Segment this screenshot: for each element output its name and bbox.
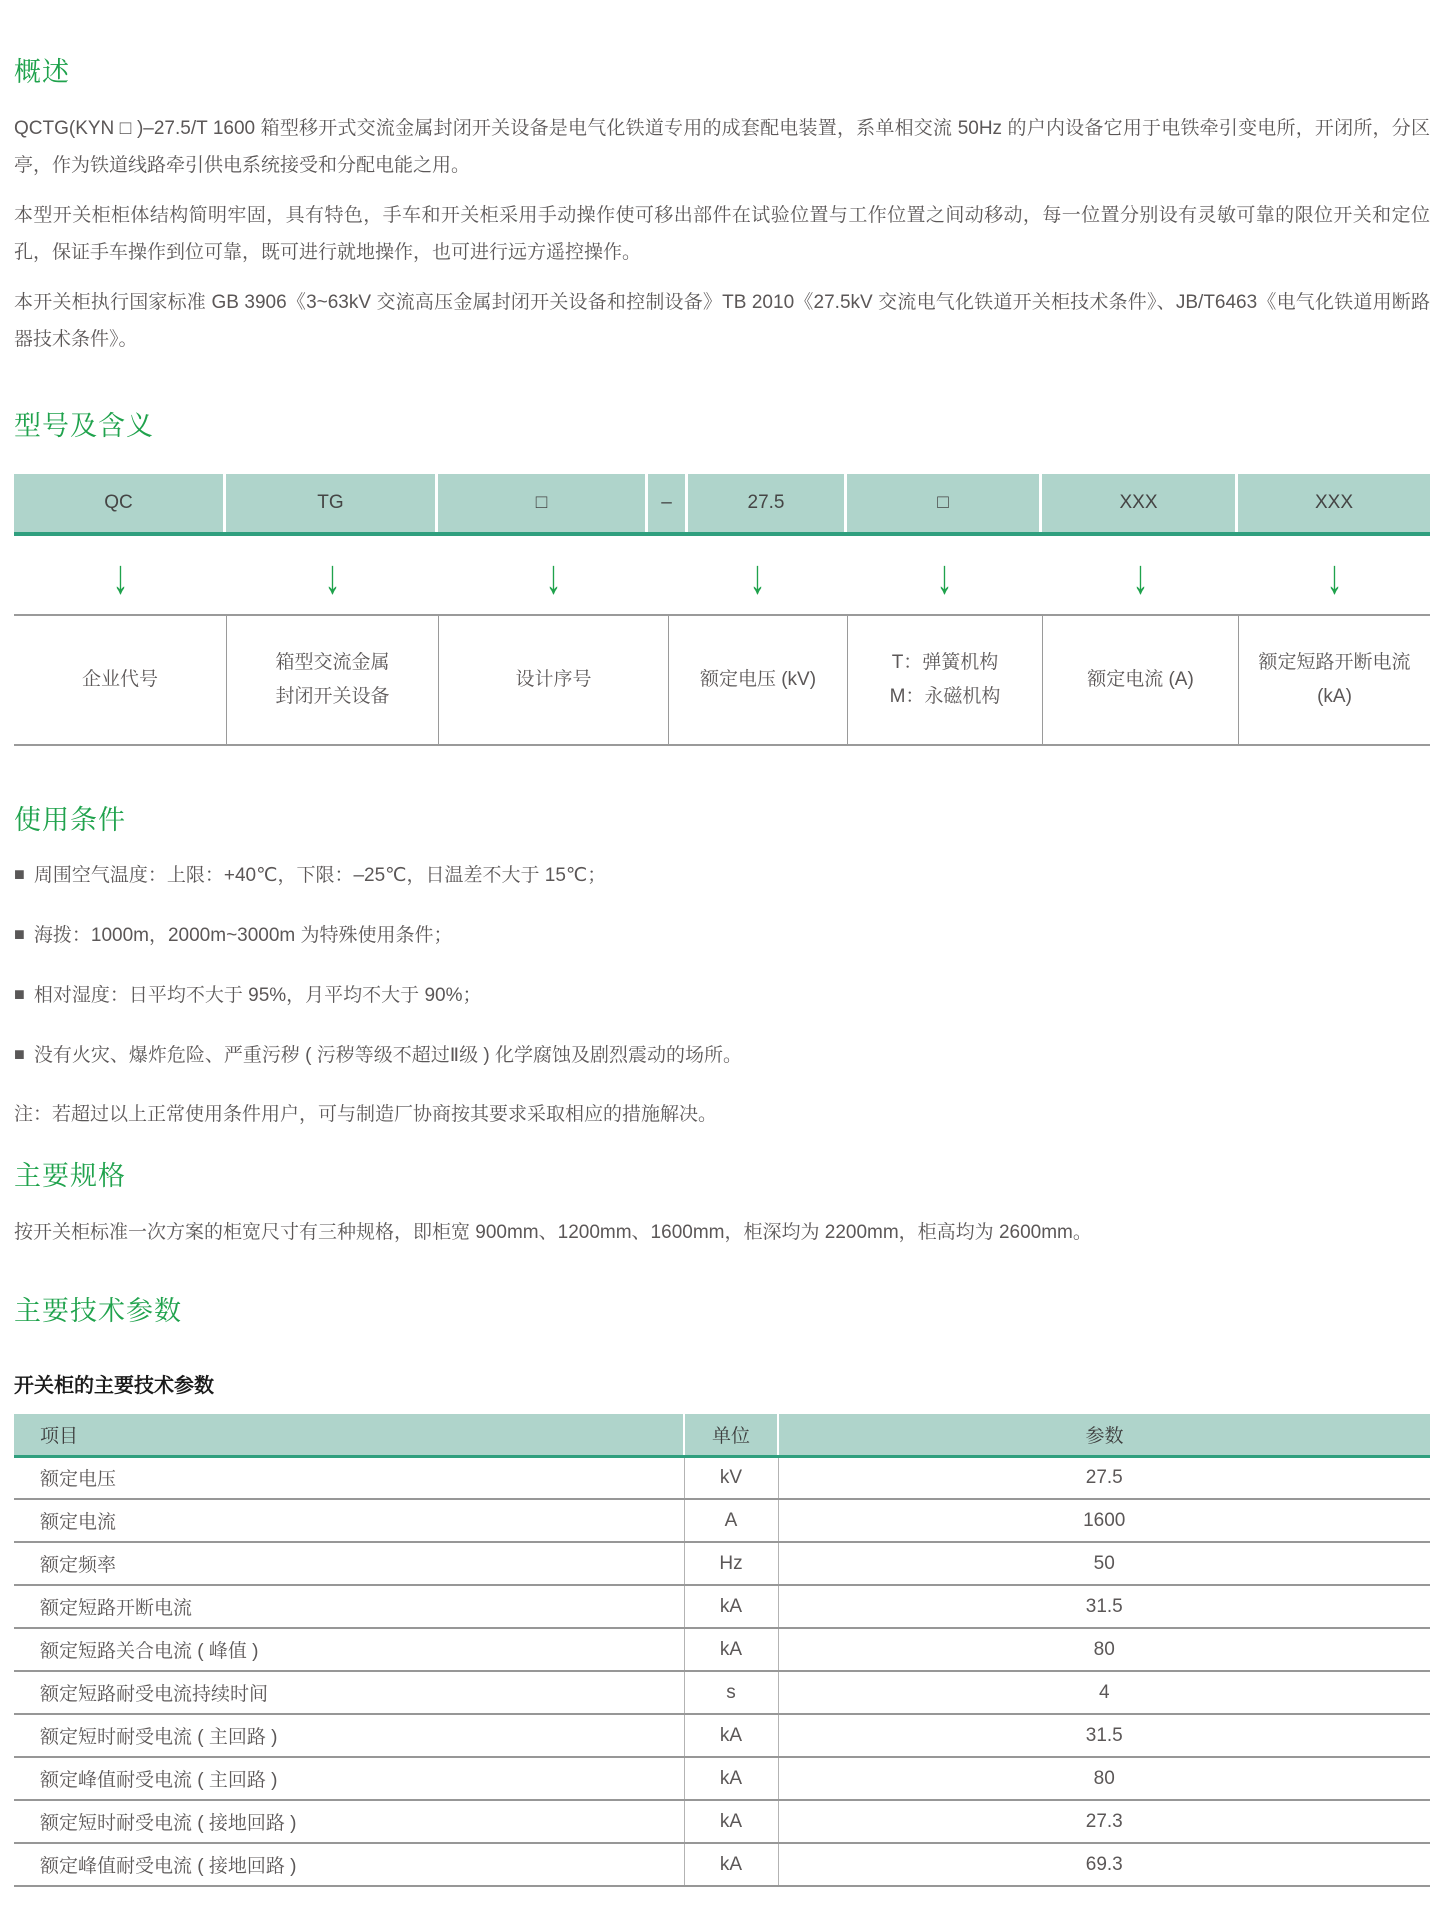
param-unit-cell: kA: [684, 1800, 778, 1843]
table-row: [14, 1628, 1430, 1671]
conditions-note: 注：若超过以上正常使用条件用户，可与制造厂协商按其要求采取相应的措施解决。: [14, 1104, 718, 1125]
model-code-cell: XXX: [1042, 474, 1238, 532]
table-row: [14, 1714, 1430, 1757]
down-arrow-icon: ↓: [1132, 549, 1148, 604]
arrow-cell: [226, 550, 438, 604]
down-arrow-icon: ↓: [324, 549, 340, 604]
header-row: [14, 1414, 1430, 1456]
param-item-cell: 额定峰值耐受电流 ( 主回路 ): [14, 1757, 684, 1800]
param-value-cell: 69.3: [778, 1843, 1430, 1886]
meaning-line: T：弹簧机构: [891, 652, 999, 673]
param-value-cell: 50: [778, 1542, 1430, 1585]
down-arrow-icon: ↓: [112, 549, 128, 604]
parameters-subtitle: 开关柜的主要技术参数: [14, 1375, 214, 1397]
bullet-square-icon: ■: [14, 984, 25, 1004]
param-unit-cell: s: [684, 1671, 778, 1714]
param-item-cell: 额定电压: [14, 1456, 684, 1499]
table-row: [14, 1800, 1430, 1843]
model-code-cell: XXX: [1238, 474, 1430, 532]
param-unit-cell: kV: [684, 1456, 778, 1499]
condition-text: 相对湿度：日平均不大于 95%，月平均不大于 90%；: [33, 985, 482, 1006]
model-meaning-cell: [1238, 616, 1430, 744]
bullet-square-icon: ■: [14, 924, 25, 944]
param-item-cell: 额定频率: [14, 1542, 684, 1585]
table-row: [14, 1585, 1430, 1628]
param-unit-cell: kA: [684, 1714, 778, 1757]
model-meaning-cell: [668, 616, 847, 744]
arrow-cell: [14, 550, 226, 604]
bullet-square-icon: ■: [14, 1044, 25, 1064]
model-arrow-row: [14, 550, 1430, 604]
condition-text: 周围空气温度：上限：+40℃，下限：–25℃，日温差不大于 15℃；: [33, 865, 607, 886]
meaning-line: 额定短路开断电流: [1258, 652, 1411, 673]
meaning-line: (kA): [1317, 686, 1352, 707]
condition-text: 海拨：1000m，2000m~3000m 为特殊使用条件；: [33, 925, 453, 946]
bullet-square-icon: ■: [14, 864, 25, 884]
meaning-line: M：永磁机构: [889, 686, 1001, 707]
down-arrow-icon: ↓: [545, 549, 561, 604]
meaning-line: 封闭开关设备: [275, 686, 390, 707]
param-value-cell: 80: [778, 1628, 1430, 1671]
table-row: [14, 1456, 1430, 1499]
overview-paragraph: 本型开关柜柜体结构简明牢固，具有特色，手车和开关柜采用手动操作使可移出部件在试验位置与工作位置之间动移动，每一位置分别设有灵敏可靠的限位开关和定位孔，保证手车操作到位可靠，既可进行就地操作，也可进行远方遥控操作。: [14, 205, 1430, 263]
condition-item: [14, 1040, 1430, 1071]
param-value-cell: 31.5: [778, 1585, 1430, 1628]
model-code-cell: –: [648, 474, 688, 532]
down-arrow-icon: ↓: [1326, 549, 1342, 604]
model-meaning-cell: [438, 616, 668, 744]
parameters-table-body: [14, 1456, 1430, 1886]
model-code-cell: QC: [14, 474, 226, 532]
model-code-cell: □: [438, 474, 648, 532]
condition-item: [14, 920, 1430, 951]
param-unit-cell: Hz: [684, 1542, 778, 1585]
model-meaning-cell: [847, 616, 1042, 744]
meaning-line: 额定电流 (A): [1087, 669, 1194, 690]
parameters-table-head: [14, 1414, 1430, 1456]
condition-text: 没有火灾、爆炸危险、严重污秽 ( 污秽等级不超过Ⅱ级 ) 化学腐蚀及剧烈震动的场所。: [33, 1045, 742, 1066]
arrow-cell: [668, 550, 847, 604]
param-unit-cell: A: [684, 1499, 778, 1542]
table-row: [14, 1843, 1430, 1886]
table-row: [14, 1671, 1430, 1714]
param-item-cell: 额定峰值耐受电流 ( 接地回路 ): [14, 1843, 684, 1886]
parameters-heading: 主要技术参数: [14, 1296, 182, 1326]
param-item-cell: 额定短路关合电流 ( 峰值 ): [14, 1628, 684, 1671]
overview-paragraph: QCTG(KYN □ )–27.5/T 1600 箱型移开式交流金属封闭开关设备是电气化铁道专用的成套配电装置，系单相交流 50Hz 的户内设备它用于电铁牵引变电所，开闭所，分区亭，作为铁道线路牵引供电系统接受和分配电能之用。: [14, 118, 1430, 176]
model-code-table: [14, 474, 1430, 746]
parameters-table: [14, 1414, 1430, 1887]
param-unit-cell: kA: [684, 1585, 778, 1628]
param-unit-cell: kA: [684, 1757, 778, 1800]
table-row: [14, 1499, 1430, 1542]
condition-item: [14, 860, 1430, 891]
param-item-cell: 额定短时耐受电流 ( 主回路 ): [14, 1714, 684, 1757]
param-value-cell: 4: [778, 1671, 1430, 1714]
arrow-cell: [1042, 550, 1238, 604]
table-row: [14, 1542, 1430, 1585]
specs-paragraph: 按开关柜标准一次方案的柜宽尺寸有三种规格，即柜宽 900mm、1200mm、1600mm，柜深均为 2200mm，柜高均为 2600mm。: [14, 1222, 1092, 1243]
conditions-heading: 使用条件: [14, 805, 126, 835]
model-code-cell: 27.5: [688, 474, 847, 532]
down-arrow-icon: ↓: [936, 549, 953, 604]
model-meaning-cell: [226, 616, 438, 744]
param-value-cell: 1600: [778, 1499, 1430, 1542]
meaning-line: 设计序号: [515, 669, 592, 690]
param-unit-cell: kA: [684, 1628, 778, 1671]
param-value-cell: 27.5: [778, 1456, 1430, 1499]
down-arrow-icon: ↓: [749, 549, 766, 604]
arrow-cell: [1238, 550, 1430, 604]
arrow-cell: [438, 550, 668, 604]
param-value-cell: 31.5: [778, 1714, 1430, 1757]
model-meaning-cell: [14, 616, 226, 744]
arrow-cell: [847, 550, 1042, 604]
param-value-cell: 27.3: [778, 1800, 1430, 1843]
meaning-line: 箱型交流金属: [275, 652, 390, 673]
column-header-unit: 单位: [684, 1414, 778, 1456]
condition-item: [14, 980, 1430, 1011]
param-item-cell: 额定短时耐受电流 ( 接地回路 ): [14, 1800, 684, 1843]
table-row: [14, 1757, 1430, 1800]
conditions-list: [14, 860, 1430, 1130]
model-code-cell: □: [847, 474, 1042, 532]
model-code-row: [14, 474, 1430, 536]
model-heading: 型号及含义: [14, 411, 154, 441]
model-meaning-row: [14, 614, 1430, 746]
param-item-cell: 额定短路开断电流: [14, 1585, 684, 1628]
meaning-line: 额定电压 (kV): [699, 669, 817, 690]
param-value-cell: 80: [778, 1757, 1430, 1800]
param-unit-cell: kA: [684, 1843, 778, 1886]
specs-heading: 主要规格: [14, 1161, 126, 1191]
param-item-cell: 额定短路耐受电流持续时间: [14, 1671, 684, 1714]
column-header-item: 项目: [14, 1414, 684, 1456]
param-item-cell: 额定电流: [14, 1499, 684, 1542]
model-meaning-cell: [1042, 616, 1238, 744]
meaning-line: 企业代号: [81, 669, 158, 690]
overview-heading: 概述: [14, 57, 70, 87]
overview-paragraph: 本开关柜执行国家标准 GB 3906《3~63kV 交流高压金属封闭开关设备和控制设备》TB 2010《27.5kV 交流电气化铁道开关柜技术条件》、JB/T6463《电气化铁道用断路器技术条件》。: [14, 292, 1430, 350]
column-header-value: 参数: [778, 1414, 1430, 1456]
model-code-cell: TG: [226, 474, 438, 532]
